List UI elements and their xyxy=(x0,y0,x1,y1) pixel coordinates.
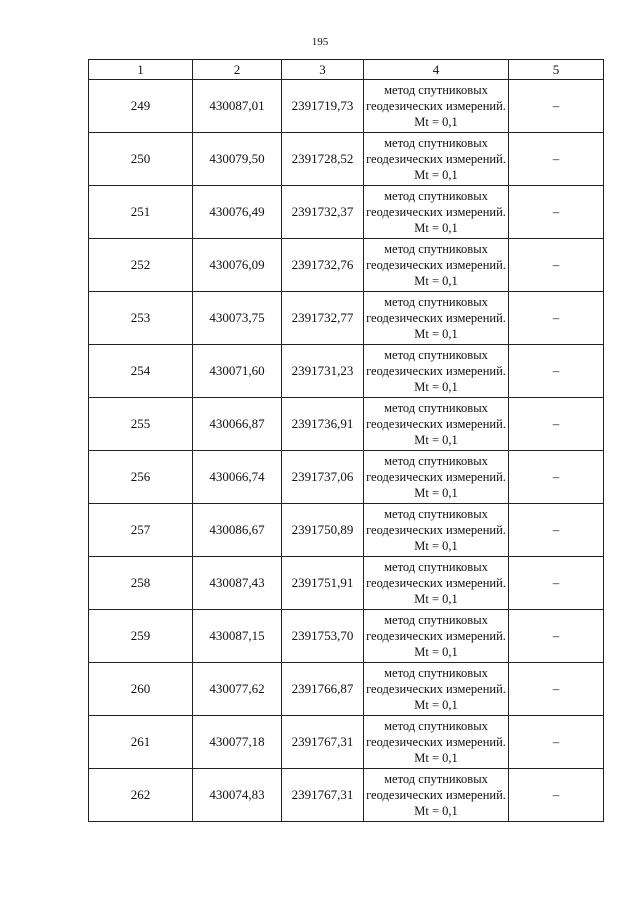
y-coordinate-cell: 2391732,76 xyxy=(282,239,364,292)
method-cell: метод спутниковых геодезических измерений. Mt = 0,1 xyxy=(364,716,509,769)
column-header-5: 5 xyxy=(509,60,604,80)
x-coordinate-cell: 430087,43 xyxy=(193,557,282,610)
y-coordinate-cell: 2391732,77 xyxy=(282,292,364,345)
table-row xyxy=(89,80,604,133)
y-coordinate-cell: 2391731,23 xyxy=(282,345,364,398)
column-header-2: 2 xyxy=(193,60,282,80)
method-cell: метод спутниковых геодезических измерений. Mt = 0,1 xyxy=(364,769,509,822)
table-row xyxy=(89,769,604,822)
x-coordinate-cell: 430077,18 xyxy=(193,716,282,769)
x-coordinate-cell: 430077,62 xyxy=(193,663,282,716)
table-row xyxy=(89,557,604,610)
point-number-cell: 258 xyxy=(89,557,193,610)
x-coordinate-cell: 430073,75 xyxy=(193,292,282,345)
table-row xyxy=(89,398,604,451)
note-cell: – xyxy=(509,345,604,398)
method-cell: метод спутниковых геодезических измерений. Mt = 0,1 xyxy=(364,345,509,398)
method-cell: метод спутниковых геодезических измерений. Mt = 0,1 xyxy=(364,398,509,451)
note-cell: – xyxy=(509,398,604,451)
note-cell: – xyxy=(509,239,604,292)
column-header-1: 1 xyxy=(89,60,193,80)
x-coordinate-cell: 430087,15 xyxy=(193,610,282,663)
x-coordinate-cell: 430087,01 xyxy=(193,80,282,133)
note-cell: – xyxy=(509,133,604,186)
note-cell: – xyxy=(509,769,604,822)
y-coordinate-cell: 2391732,37 xyxy=(282,186,364,239)
table-row xyxy=(89,239,604,292)
column-header-3: 3 xyxy=(282,60,364,80)
method-cell: метод спутниковых геодезических измерений. Mt = 0,1 xyxy=(364,292,509,345)
y-coordinate-cell: 2391719,73 xyxy=(282,80,364,133)
table-row xyxy=(89,186,604,239)
point-number-cell: 253 xyxy=(89,292,193,345)
point-number-cell: 261 xyxy=(89,716,193,769)
point-number-cell: 256 xyxy=(89,451,193,504)
note-cell: – xyxy=(509,80,604,133)
point-number-cell: 254 xyxy=(89,345,193,398)
note-cell: – xyxy=(509,451,604,504)
x-coordinate-cell: 430066,74 xyxy=(193,451,282,504)
point-number-cell: 249 xyxy=(89,80,193,133)
point-number-cell: 251 xyxy=(89,186,193,239)
point-number-cell: 262 xyxy=(89,769,193,822)
note-cell: – xyxy=(509,186,604,239)
y-coordinate-cell: 2391736,91 xyxy=(282,398,364,451)
table-row xyxy=(89,504,604,557)
note-cell: – xyxy=(509,663,604,716)
x-coordinate-cell: 430086,67 xyxy=(193,504,282,557)
x-coordinate-cell: 430076,09 xyxy=(193,239,282,292)
x-coordinate-cell: 430066,87 xyxy=(193,398,282,451)
method-cell: метод спутниковых геодезических измерений. Mt = 0,1 xyxy=(364,451,509,504)
note-cell: – xyxy=(509,292,604,345)
point-number-cell: 260 xyxy=(89,663,193,716)
method-cell: метод спутниковых геодезических измерений. Mt = 0,1 xyxy=(364,663,509,716)
x-coordinate-cell: 430076,49 xyxy=(193,186,282,239)
coordinates-table xyxy=(88,59,604,822)
y-coordinate-cell: 2391766,87 xyxy=(282,663,364,716)
table-row xyxy=(89,133,604,186)
point-number-cell: 259 xyxy=(89,610,193,663)
x-coordinate-cell: 430079,50 xyxy=(193,133,282,186)
table-row xyxy=(89,451,604,504)
method-cell: метод спутниковых геодезических измерений. Mt = 0,1 xyxy=(364,186,509,239)
y-coordinate-cell: 2391728,52 xyxy=(282,133,364,186)
method-cell: метод спутниковых геодезических измерений. Mt = 0,1 xyxy=(364,557,509,610)
table-row xyxy=(89,716,604,769)
note-cell: – xyxy=(509,716,604,769)
point-number-cell: 255 xyxy=(89,398,193,451)
x-coordinate-cell: 430074,83 xyxy=(193,769,282,822)
page-number: 195 xyxy=(311,36,329,48)
table-header-row xyxy=(89,60,604,80)
method-cell: метод спутниковых геодезических измерений. Mt = 0,1 xyxy=(364,133,509,186)
method-cell: метод спутниковых геодезических измерений. Mt = 0,1 xyxy=(364,80,509,133)
method-cell: метод спутниковых геодезических измерений. Mt = 0,1 xyxy=(364,239,509,292)
table-row xyxy=(89,610,604,663)
note-cell: – xyxy=(509,610,604,663)
y-coordinate-cell: 2391767,31 xyxy=(282,716,364,769)
x-coordinate-cell: 430071,60 xyxy=(193,345,282,398)
y-coordinate-cell: 2391737,06 xyxy=(282,451,364,504)
y-coordinate-cell: 2391750,89 xyxy=(282,504,364,557)
y-coordinate-cell: 2391767,31 xyxy=(282,769,364,822)
point-number-cell: 252 xyxy=(89,239,193,292)
column-header-4: 4 xyxy=(364,60,509,80)
note-cell: – xyxy=(509,557,604,610)
table-row xyxy=(89,345,604,398)
point-number-cell: 250 xyxy=(89,133,193,186)
method-cell: метод спутниковых геодезических измерений. Mt = 0,1 xyxy=(364,610,509,663)
y-coordinate-cell: 2391751,91 xyxy=(282,557,364,610)
table-row xyxy=(89,292,604,345)
point-number-cell: 257 xyxy=(89,504,193,557)
method-cell: метод спутниковых геодезических измерений. Mt = 0,1 xyxy=(364,504,509,557)
table-row xyxy=(89,663,604,716)
y-coordinate-cell: 2391753,70 xyxy=(282,610,364,663)
note-cell: – xyxy=(509,504,604,557)
